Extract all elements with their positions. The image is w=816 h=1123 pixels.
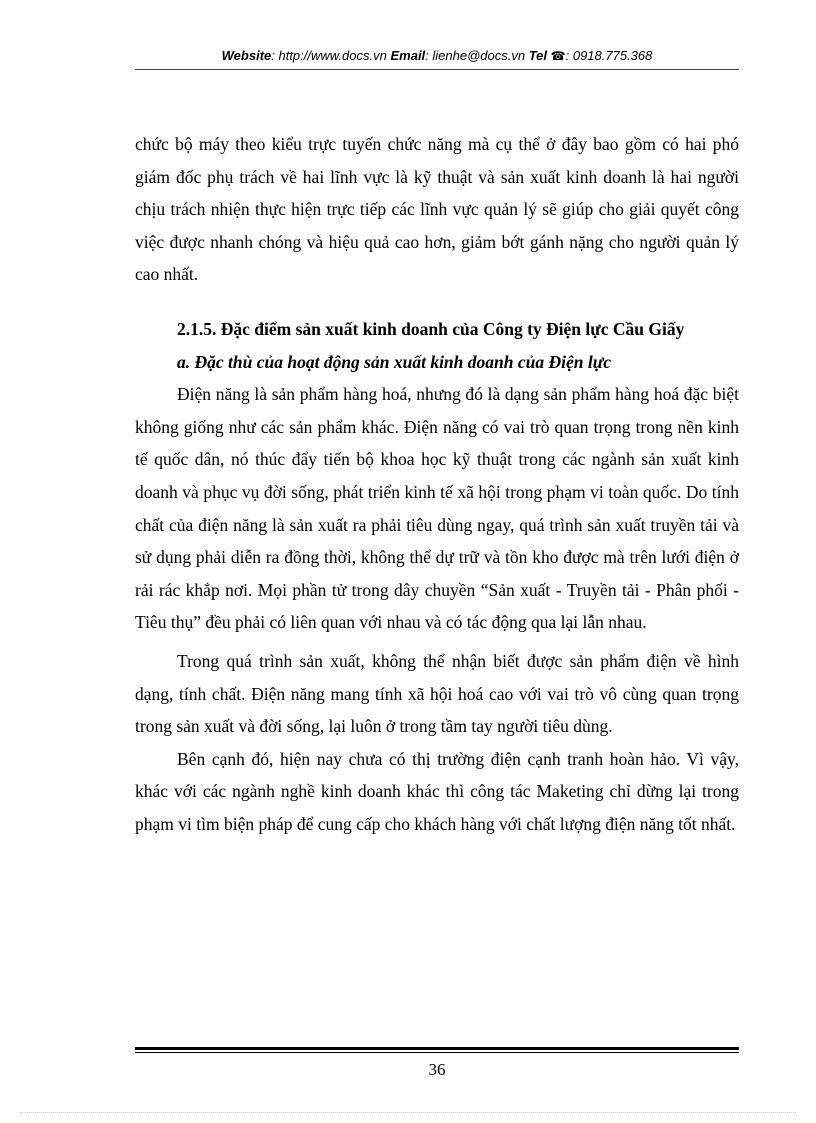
document-body — [135, 128, 739, 840]
website-value: : http://www.docs.vn — [271, 48, 387, 63]
paragraph: Bên cạnh đó, hiện nay chưa có thị trường điện cạnh tranh hoàn hảo. Vì vậy, khác với các ngành nghề kinh doanh khác thì công tác Maketing chỉ dừng lại trong phạm vi tìm biện pháp để cung cấp cho khách hàng với chất lượng điện năng tốt nhất. — [135, 748, 739, 834]
page-edge-divider — [20, 1112, 796, 1113]
footer-rule — [135, 1047, 739, 1050]
subsection-heading: a. Đặc thù của hoạt động sản xuất kinh doanh của Điện lực — [177, 351, 611, 372]
section-heading: 2.1.5. Đặc điểm sản xuất kinh doanh của Công ty Điện lực Cầu Giấy — [177, 318, 685, 339]
website-label: Website — [221, 48, 272, 63]
phone-icon: ☎ — [550, 49, 566, 63]
tel-value: : 0918.775.368 — [565, 48, 653, 63]
email-value: : lienhe@docs.vn — [425, 48, 526, 63]
footer-rule-thin — [135, 1052, 739, 1053]
paragraph: Trong quá trình sản xuất, không thể nhận biết được sản phẩm điện về hình dạng, tính chất. Điện năng mang tính xã hội hoá cao với vai trò vô cùng quan trọng trong sản xuất và đời sống, lại luôn ở trong tầm tay người tiêu dùng. — [135, 650, 739, 737]
email-label: Email — [390, 48, 426, 63]
paragraph-intro: chức bộ máy theo kiểu trực tuyến chức năng mà cụ thể ở đây bao gồm có hai phó giám đốc phụ trách về hai lĩnh vực là kỹ thuật và sản xuất kinh doanh là hai người chịu trách nhiện thực hiện trực tiếp các lĩnh vực quản lý sẽ giúp cho giải quyết công việc được nhanh chóng và hiệu quả cao hơn, giảm bớt gánh nặng cho người quản lý cao nhất. — [135, 134, 739, 285]
paragraph: Điện năng là sản phẩm hàng hoá, nhưng đó là dạng sản phẩm hàng hoá đặc biệt không giống như các sản phẩm khác. Điện năng có vai trò quan trọng trong nền kinh tế quốc dân, nó thúc đẩy tiến bộ khoa học kỹ thuật trong các ngành sản xuất kinh doanh và phục vụ đời sống, phát triển kinh tế xã hội trong phạm vi toàn quốc. Do tính chất của điện năng là sản xuất ra phải tiêu dùng ngay, quá trình sản xuất truyền tải và sử dụng phải diễn ra đồng thời, không thể dự trữ và tồn kho được mà trên lưới điện ở rải rác khắp nơi. Mọi phần tử trong dây chuyền “Sản xuất - Truyền tải - Phân phối - Tiêu thụ” đều phải có liên quan với nhau và có tác động qua lại lẫn nhau. — [135, 384, 739, 633]
tel-label: Tel — [528, 48, 548, 63]
page-number: 36 — [428, 1060, 446, 1079]
page-header — [135, 47, 739, 70]
